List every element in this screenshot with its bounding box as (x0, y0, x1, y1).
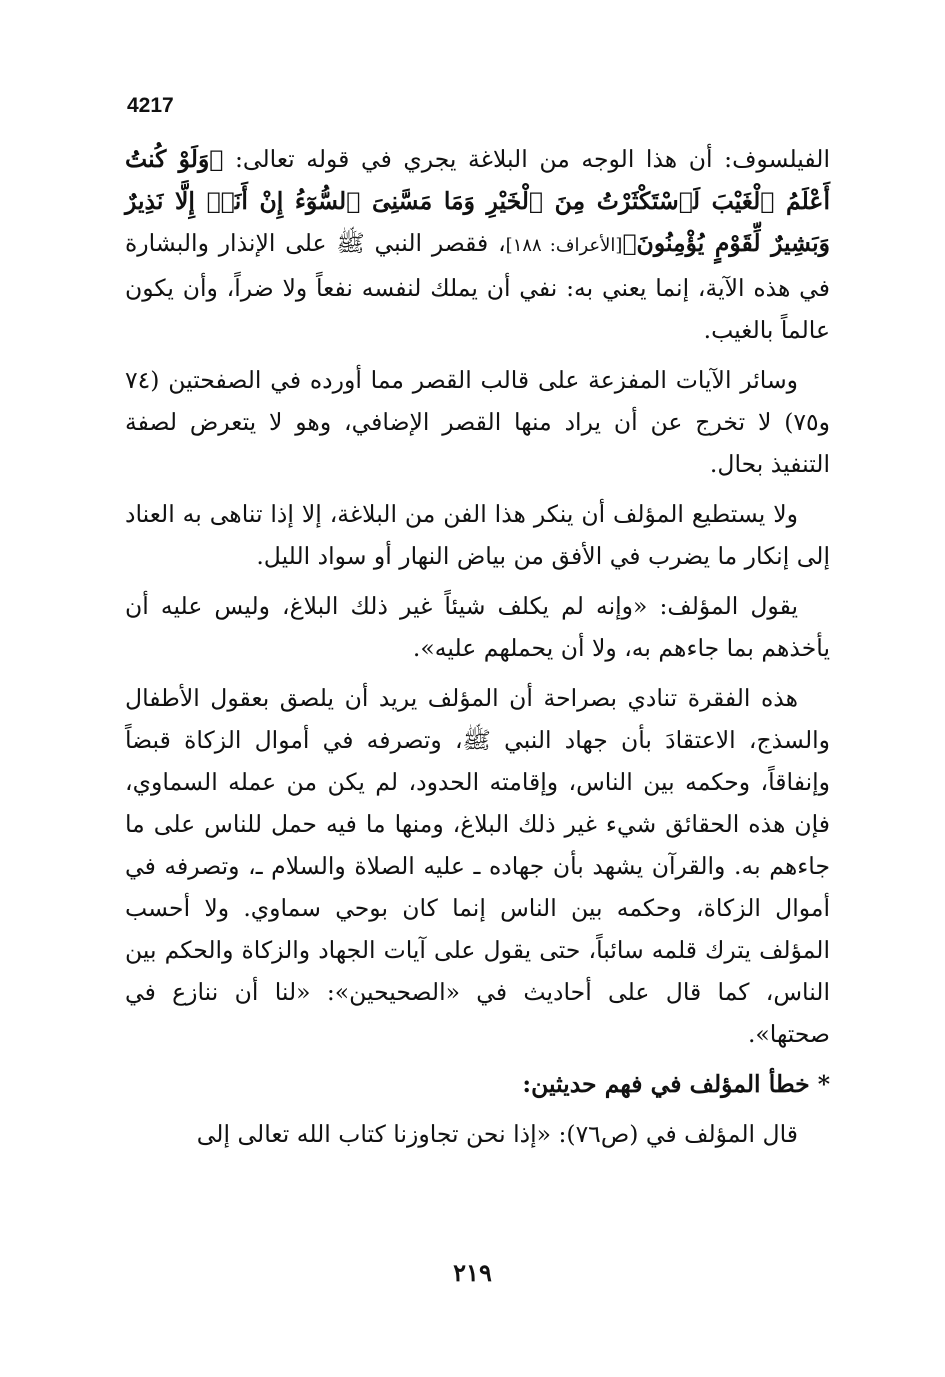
verse-reference: [الأعراف: ١٨٨] (505, 235, 623, 256)
paragraph: وسائر الآيات المفزعة على قالب القصر مما أورده في الصفحتين (٧٤ و٧٥) لا تخرج عن أن يراد منها القصر الإضافي، وهو لا يتعرض لصفة التنفيذ بحال. (125, 366, 830, 478)
paragraph-continuation: ، فقصر النبي ﷺ على الإنذار والبشارة في هذه الآية، إنما يعني به: نفي أن يملك لنفسه نفعاً ولا ضراً، وأن يكون عالماً بالغيب. (125, 229, 830, 344)
page-body (125, 138, 830, 1163)
page-number: ٢١٩ (453, 1258, 492, 1287)
quran-verse: ﴿وَلَوْ كُنتُ أَعْلَمُ ٱلْغَيْبَ لَٱسْتَكْثَرْتُ مِنَ ٱلْخَيْرِ وَمَا مَسَّنِىَ ٱلسُّوٓءُ إِنْ أَنَا۠ إِلَّا نَذِيرٌ وَبَشِيرٌ لِّقَوْمٍ يُؤْمِنُونَ﴾ (125, 145, 830, 257)
page-id: 4217 (127, 94, 174, 117)
paragraph: قال المؤلف في (ص٧٦): «إذا نحن تجاوزنا كتاب الله تعالى إلى (196, 1120, 798, 1148)
section-heading (125, 1063, 830, 1105)
paragraph (125, 138, 830, 351)
paragraph: هذه الفقرة تنادي بصراحة أن المؤلف يريد أن يلصق بعقول الأطفال والسذج، الاعتقادَ بأن جهاد النبي ﷺ، وتصرفه في أموال الزكاة قبضاً وإنفاقاً، وحكمه بين الناس، وإقامته الحدود، لم يكن من عمله السماوي، فإن هذه الحقائق شيء غير ذلك البلاغ، ومنها ما فيه حمل للناس على ما جاءهم به. والقرآن يشهد بأن جهاده ـ عليه الصلاة والسلام ـ، وتصرفه في أموال الزكاة، وحكمه بين الناس إنما كان بوحي سماوي. ولا أحسب المؤلف يترك قلمه سائباً، حتى يقول على آيات الجهاد والزكاة والحكم بين الناس، كما قال على أحاديث في «الصحيحين»: «لنا أن ننازع في صحتها». (125, 684, 830, 1048)
section-heading-text: خطأ المؤلف في فهم حديثين: (522, 1070, 810, 1098)
intro-text: الفيلسوف: أن هذا الوجه من البلاغة يجري في قوله تعالى: (223, 145, 830, 173)
paragraph: ولا يستطيع المؤلف أن ينكر هذا الفن من البلاغة، إلا إذا تناهى به العناد إلى إنكار ما يضرب في الأفق من بياض النهار أو سواد الليل. (125, 500, 830, 570)
paragraph: يقول المؤلف: «وإنه لم يكلف شيئاً غير ذلك البلاغ، وليس عليه أن يأخذهم بما جاءهم به، ولا أن يحملهم عليه». (125, 592, 830, 662)
asterisk-icon: * (817, 1070, 830, 1098)
